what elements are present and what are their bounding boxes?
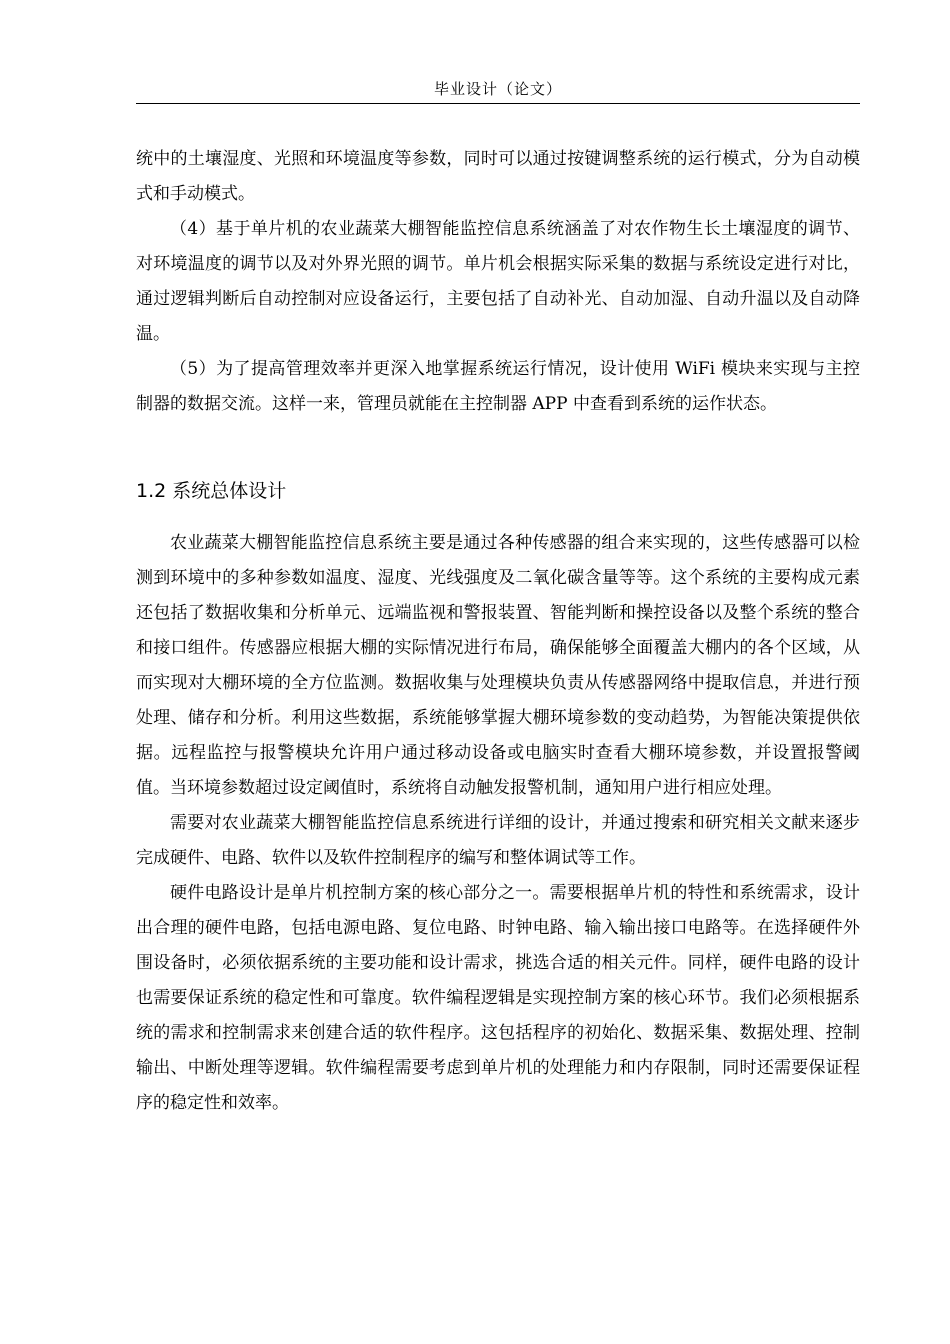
body-text-bottom [136, 526, 860, 1121]
running-header: 毕业设计（论文） [433, 80, 562, 98]
paragraph-hardware-software: 硬件电路设计是单片机控制方案的核心部分之一。需要根据单片机的特性和系统需求，设计出合理的硬件电路，包括电源电路、复位电路、时钟电路、输入输出接口电路等。在选择硬件外围设备时，必须依据系统的主要功能和设计需求，挑选合适的相关元件。同样，硬件电路的设计也需要保证系统的稳定性和可靠度。软件编程逻辑是实现控制方案的核心环节。我们必须根据系统的需求和控制需求来创建合适的软件程序。这包括程序的初始化、数据采集、数据处理、控制输出、中断处理等逻辑。软件编程需要考虑到单片机的处理能力和内存限制，同时还需要保证程序的稳定性和效率。 [136, 883, 860, 1113]
paragraph-item-4: （4）基于单片机的农业蔬菜大棚智能监控信息系统涵盖了对农作物生长土壤湿度的调节、对环境温度的调节以及对外界光照的调节。单片机会根据实际采集的数据与系统设定进行对比，通过逻辑判断后自动控制对应设备运行，主要包括了自动补光、自动加湿、自动升温以及自动降温。 [136, 219, 860, 344]
paragraph-item-5: （5）为了提高管理效率并更深入地掌握系统运行情况，设计使用 WiFi 模块来实现与主控制器的数据交流。这样一来，管理员就能在主控制器 APP 中查看到系统的运作状态。 [136, 359, 860, 414]
paragraph-continuation: 统中的土壤湿度、光照和环境温度等参数，同时可以通过按键调整系统的运行模式，分为自动模式和手动模式。 [136, 149, 860, 204]
body-text-top [136, 142, 860, 422]
header-rule [136, 103, 860, 104]
paragraph-design-approach: 需要对农业蔬菜大棚智能监控信息系统进行详细的设计，并通过搜索和研究相关文献来逐步完成硬件、电路、软件以及软件控制程序的编写和整体调试等工作。 [136, 813, 860, 868]
section-heading: 1.2 系统总体设计 [136, 480, 287, 502]
paragraph-system-overview: 农业蔬菜大棚智能监控信息系统主要是通过各种传感器的组合来实现的，这些传感器可以检测到环境中的多种参数如温度、湿度、光线强度及二氧化碳含量等等。这个系统的主要构成元素还包括了数据收集和分析单元、远端监视和警报装置、智能判断和操控设备以及整个系统的整合和接口组件。传感器应根据大棚的实际情况进行布局，确保能够全面覆盖大棚内的各个区域，从而实现对大棚环境的全方位监测。数据收集与处理模块负责从传感器网络中提取信息，并进行预处理、储存和分析。利用这些数据，系统能够掌握大棚环境参数的变动趋势，为智能决策提供依据。远程监控与报警模块允许用户通过移动设备或电脑实时查看大棚环境参数，并设置报警阈值。当环境参数超过设定阈值时，系统将自动触发报警机制，通知用户进行相应处理。 [136, 533, 860, 798]
